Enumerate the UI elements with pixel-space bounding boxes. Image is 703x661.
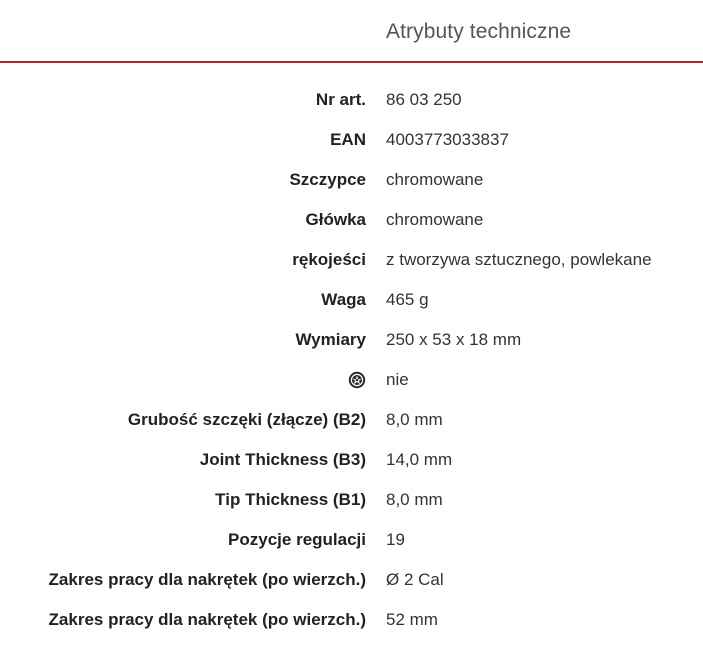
- emblem-icon: [348, 371, 366, 389]
- attribute-row-ean: [0, 120, 703, 160]
- attribute-row-emblem: [0, 360, 703, 400]
- attribute-label: Szczypce: [289, 170, 366, 189]
- attribute-value: nie: [386, 370, 409, 389]
- attribute-label: Nr art.: [315, 90, 366, 109]
- header-divider: [0, 61, 703, 63]
- attribute-value: 14,0 mm: [386, 450, 453, 469]
- attribute-label: Główka: [305, 210, 366, 229]
- attribute-row-tip-thickness-b1: [0, 480, 703, 520]
- attribute-value: 52 mm: [386, 610, 438, 629]
- attribute-row-weight: [0, 280, 703, 320]
- attribute-label: Tip Thickness (B1): [215, 490, 366, 509]
- section-header: [0, 0, 703, 62]
- attribute-label: Zakres pracy dla nakrętek (po wierzch.): [48, 610, 366, 629]
- attribute-value: 4003773033837: [386, 130, 509, 149]
- attribute-value: Ø 2 Cal: [386, 570, 444, 589]
- attribute-row-adjustment-positions: [0, 520, 703, 560]
- attribute-row-article-number: [0, 80, 703, 120]
- attribute-row-pliers-finish: [0, 160, 703, 200]
- attribute-label: Waga: [321, 290, 366, 309]
- attribute-value: 8,0 mm: [386, 410, 443, 429]
- attribute-row-nut-range-mm: [0, 600, 703, 640]
- attribute-row-nut-range-inch: [0, 560, 703, 600]
- attribute-row-head-finish: [0, 200, 703, 240]
- attribute-label: EAN: [330, 130, 366, 149]
- attribute-value: z tworzywa sztucznego, powlekane: [386, 250, 652, 269]
- attribute-label: Pozycje regulacji: [228, 530, 366, 549]
- attribute-label: Zakres pracy dla nakrętek (po wierzch.): [48, 570, 366, 589]
- attribute-label: Joint Thickness (B3): [199, 450, 366, 469]
- attribute-value: 86 03 250: [386, 90, 462, 109]
- attribute-value: 19: [386, 530, 405, 549]
- attribute-label: Wymiary: [295, 330, 366, 349]
- attribute-label: rękojeści: [292, 250, 366, 269]
- attribute-value: 8,0 mm: [386, 490, 443, 509]
- attribute-value: chromowane: [386, 210, 484, 229]
- section-title: Atrybuty techniczne: [386, 20, 572, 43]
- attribute-row-joint-thickness-b3: [0, 440, 703, 480]
- attribute-row-handles: [0, 240, 703, 280]
- attribute-row-dimensions: [0, 320, 703, 360]
- attribute-value: 250 x 53 x 18 mm: [386, 330, 522, 349]
- attribute-value: chromowane: [386, 170, 484, 189]
- attributes-table: [0, 80, 703, 640]
- attribute-value: 465 g: [386, 290, 429, 309]
- attribute-row-jaw-thickness-b2: [0, 400, 703, 440]
- attribute-label: Grubość szczęki (złącze) (B2): [127, 410, 366, 429]
